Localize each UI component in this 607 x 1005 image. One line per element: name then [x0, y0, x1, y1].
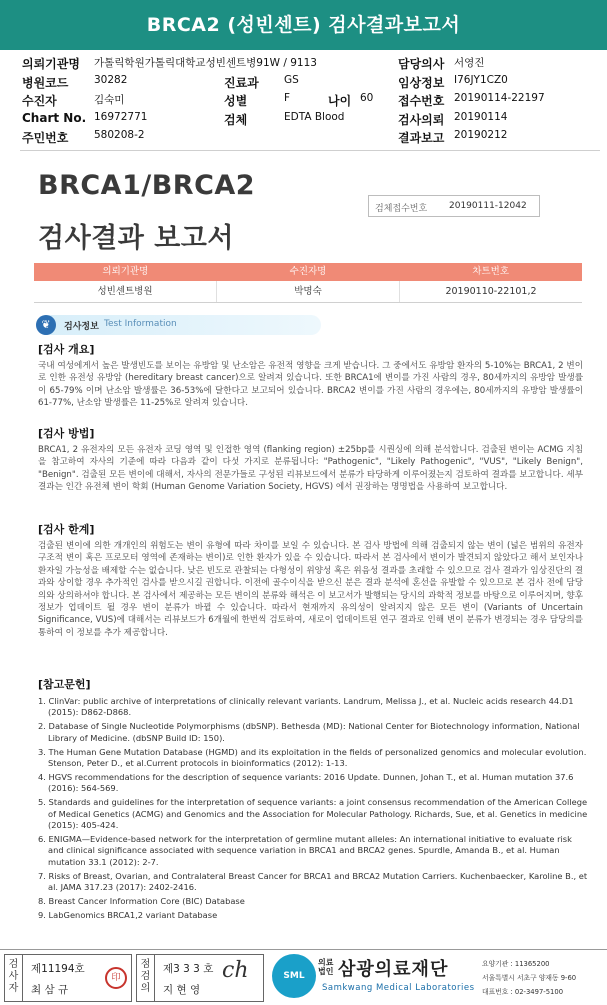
reference-item: 5. Standards and guidelines for the interpretation of sequence variants: a joint consensus recommendation of the American College of Medical Genetics (ACMG) and Genomics and the Association for Molecular Pathology. Richards, Sue, et al. Genetics in medicine (2015): 405-424.: [38, 797, 588, 831]
org-name: 삼광의료재단: [338, 959, 449, 980]
dept-value: GS: [284, 73, 299, 86]
specimen-label: 검체: [224, 112, 248, 127]
contact-phone: 대표번호 : 02-3497-5100: [482, 988, 564, 996]
age-label: 나이: [328, 94, 352, 108]
specimen-receipt-value: 20190111-12042: [449, 201, 527, 211]
org-type: 의료법인: [318, 958, 334, 976]
table-header-cell: 수진자명: [289, 266, 327, 277]
report-header-bar: [0, 0, 607, 50]
org-name-en: Samkwang Medical Laboratories: [322, 983, 475, 993]
doctor-label: 담당의사: [398, 57, 445, 71]
clinical-value: I76JY1CZ0: [454, 73, 508, 86]
table-header-cell: 의뢰기관명: [102, 266, 149, 277]
patient-value: 김숙미: [94, 94, 125, 106]
table-header-row: [34, 263, 582, 281]
contact-address: 서울특별시 서초구 양재동 9-60: [482, 974, 577, 982]
sex-label: 성별: [224, 94, 248, 108]
section-limitations: [38, 521, 583, 639]
table-header-cell: 차트번호: [472, 266, 510, 277]
report-heading-line2: 검사결과 보고서: [38, 223, 234, 254]
receipt-no-label: 접수번호: [398, 94, 445, 108]
sml-logo-icon: [272, 954, 316, 998]
hospital-code-value: 30282: [94, 73, 128, 86]
reference-item: 7. Risks of Breast, Ovarian, and Contralateral Breast Cancer for BRCA1 and BRCA2 Mutation Carriers. Kuchenbaecker, Karoline B., et al. JAMA 317.23 (2017): 2402-2416.: [38, 870, 588, 893]
signature: ch: [222, 958, 249, 983]
reference-item: 9. LabGenomics BRCA1,2 variant Database: [38, 909, 218, 920]
section-title: [검사 개요]: [38, 343, 95, 356]
section-title: [검사 한계]: [38, 523, 95, 536]
clinical-label: 임상정보: [398, 75, 445, 90]
report-title: BRCA2 (성빈센트) 검사결과보고서: [146, 14, 461, 36]
section-body: 국내 여성에게서 높은 발생빈도를 보이는 유방암 및 난소암은 유전적 영향을 크게 받습니다. 그 중에서도 유방암 환자의 5-10%는 BRCA1, 2 변이로 인한 유전성 유방암 (hereditary breast cancer)으로 알려져 있습니다. 또한 BRCA1에 변이를 가진 사람의 경우, 80세까지의 유방암 발생률이 65-79% 이며 난소암 발생률은 36-53%에 달한다고 보고되어 있습니다. BRCA2 변이를 가진 사람의 경우에는, 80세까지의 유방암 발생률이 61-77%, 난소암 발생률은 11-25%로 알려져 있습니다.: [38, 361, 583, 409]
tester-name: 최 삼 규: [31, 984, 69, 996]
specimen-value: EDTA Blood: [284, 110, 345, 123]
age-value: 60: [360, 92, 374, 104]
tester-label: 검사자: [5, 955, 23, 1001]
specimen-receipt-label: 검체접수번호: [375, 204, 428, 214]
report-footer: [0, 949, 607, 1005]
section-overview: [38, 341, 583, 410]
contact-code: 요양기관 : 11365200: [482, 960, 550, 968]
section-body: BRCA1, 2 유전자의 모든 유전자 코딩 영역 및 인접한 영역 (flanking region) ±25bp를 시퀀싱에 의해 분석합니다. 검출된 변이는 ACMG 지침을 참고하여 자사의 기준에 따라 다음과 같이 다섯 가지로 분류됩니다: "Pathogenic", "Likely Pathogenic", "VUS", "Likely Benign", "Benign". 검출된 모든 변이에 대해서, 자사의 전문가들로 구성된 리뷰보드에서 분류가 타당하게 이루어졌는지 검토하여 결과를 보고합니다. 세부결과는 인간 유전체 변이 학회 (Human Genome Variation Society, HGVS) 에서 권장하는 명명법을 사용하여 보고합니다.: [38, 445, 583, 493]
patient-label: 수진자: [22, 94, 57, 108]
table-row: [34, 281, 582, 303]
tester-license-no: 제11194호: [31, 963, 85, 975]
patient-info-block: [22, 55, 602, 148]
institution-value: 가톨릭학원가톨릭대학교성빈센트병91W / 9113: [94, 57, 317, 69]
reference-item: 2. Database of Single Nucleotide Polymorphisms (dbSNP). Bethesda (MD): National Center for Biotechnology information, National Library of Medicine. (dbSNP Build ID: 150).: [38, 721, 580, 743]
sex-value: F: [284, 92, 291, 104]
report-label: 결과보고: [398, 131, 445, 145]
logo-text: SML: [283, 971, 305, 981]
checker-label: 점검의: [137, 955, 155, 1001]
request-date: 20190114: [454, 110, 508, 123]
receipt-no-value: 20190114-22197: [454, 92, 545, 104]
checker-license-no: 제3 3 3 호: [163, 963, 214, 975]
specimen-receipt-box: [368, 195, 540, 217]
report-heading-line1: BRCA1/BRCA2: [38, 170, 256, 201]
reference-item: 1. ClinVar: public archive of interpretations of clinically relevant variants. Landrum, Melissa J., et al. Nucleic acids research 44.D1 (2015): D862-D868.: [38, 696, 574, 718]
references-section: [38, 676, 588, 924]
table-cell: 20190110-22101,2: [445, 286, 537, 297]
test-info-banner: [36, 315, 321, 335]
checker-name: 지 현 영: [163, 984, 201, 996]
test-info-label: 검사정보: [64, 322, 99, 332]
section-title: [검사 방법]: [38, 427, 95, 440]
divider: [20, 150, 600, 151]
seal-icon: 印: [105, 967, 127, 989]
reference-item: 8. Breast Cancer Information Core (BIC) Database: [38, 896, 245, 906]
dept-label: 진료과: [224, 75, 259, 90]
institution-label: 의뢰기관명: [22, 57, 80, 71]
tester-box: [4, 954, 132, 1002]
rrn-value: 580208-2: [94, 129, 145, 141]
reference-item: 3. The Human Gene Mutation Database (HGMD) and its exploitation in the fields of personalized genomics and molecular evolution. Stenson, Peter D., et al.Current protocols in bioinformatics (2012): 1-13.: [38, 746, 587, 769]
ribbon-icon: ❦: [36, 315, 56, 335]
hospital-code-label: 병원코드: [22, 75, 69, 90]
section-method: [38, 425, 583, 494]
reference-item: 6. ENIGMA—Evidence-based network for the interpretation of germline mutant alleles: An international initiative to evaluate risk and clinical significance associated with sequence variation in BRCA1 and BRCA2 genes. Spurdle, Amanda B., et al. Human mutation 33.1 (2012): 2-7.: [38, 833, 572, 867]
references-title: [참고문헌]: [38, 678, 91, 691]
table-cell: 성빈센트병원: [34, 281, 217, 302]
rrn-label: 주민번호: [22, 131, 69, 145]
report-date: 20190212: [454, 129, 508, 141]
doctor-value: 서영진: [454, 57, 485, 69]
patient-summary-table: [34, 263, 582, 303]
chart-label: Chart No.: [22, 110, 87, 125]
chart-value: 16972771: [94, 110, 148, 123]
section-body: 검출된 변이에 의한 개개인의 위험도는 변이 유형에 따라 차이를 보일 수 있습니다. 본 검사 방법에 의해 검출되지 않는 변이 (넓은 범위의 유전자 구조적 변이 혹은 프로모터 영역에 존재하는 변이)로 인한 환자가 있을 수 있습니다. 따라서 본 검사에서 변이가 발견되지 않았다고 해서 보인자나 환자일 가능성을 배제할 수는 없습니다. 낮은 빈도로 관찰되는 다형성이 위양성 혹은 위음성 결과를 초래할 수 있으므로 검사 결과가 임상진단의 결과와 상이할 경우 추가적인 검사를 받으시길 권합니다. 이전에 골수이식을 받으신 분은 결과 분석에 혼선을 유발할 수 있으므로 본 검사 전에 담당의와 상의하셔야 합니다. 본 검사에서 제공하는 모든 변이의 분류와 해석은 이 보고서가 발행되는 당시의 과학적 정보를 바탕으로 이루어지며, 향후 정보가 업데이트 될 경우 변이 분류가 바뀔 수 있습니다. 따라서 현재까지 유의성이 알려지지 않은 모든 변이 (Variants of Uncertain Significance, VUS)에 대해서는 리뷰보드가 6개월에 한번씩 검토하여, 새로이 업데이트된 연구 결과로 인해 변이 분류가 변경되는 경우 담당의를 통하여 이 정보를 추가 제공합니다.: [38, 541, 583, 638]
table-cell: 박명숙: [217, 281, 400, 302]
test-info-label-en: Test Information: [104, 319, 177, 329]
request-label: 검사의뢰: [398, 112, 445, 127]
reference-item: 4. HGVS recommendations for the description of sequence variants: 2016 Update. Dunnen, Johan T., et al. Human mutation 37.6 (2016): 564-569.: [38, 771, 574, 794]
